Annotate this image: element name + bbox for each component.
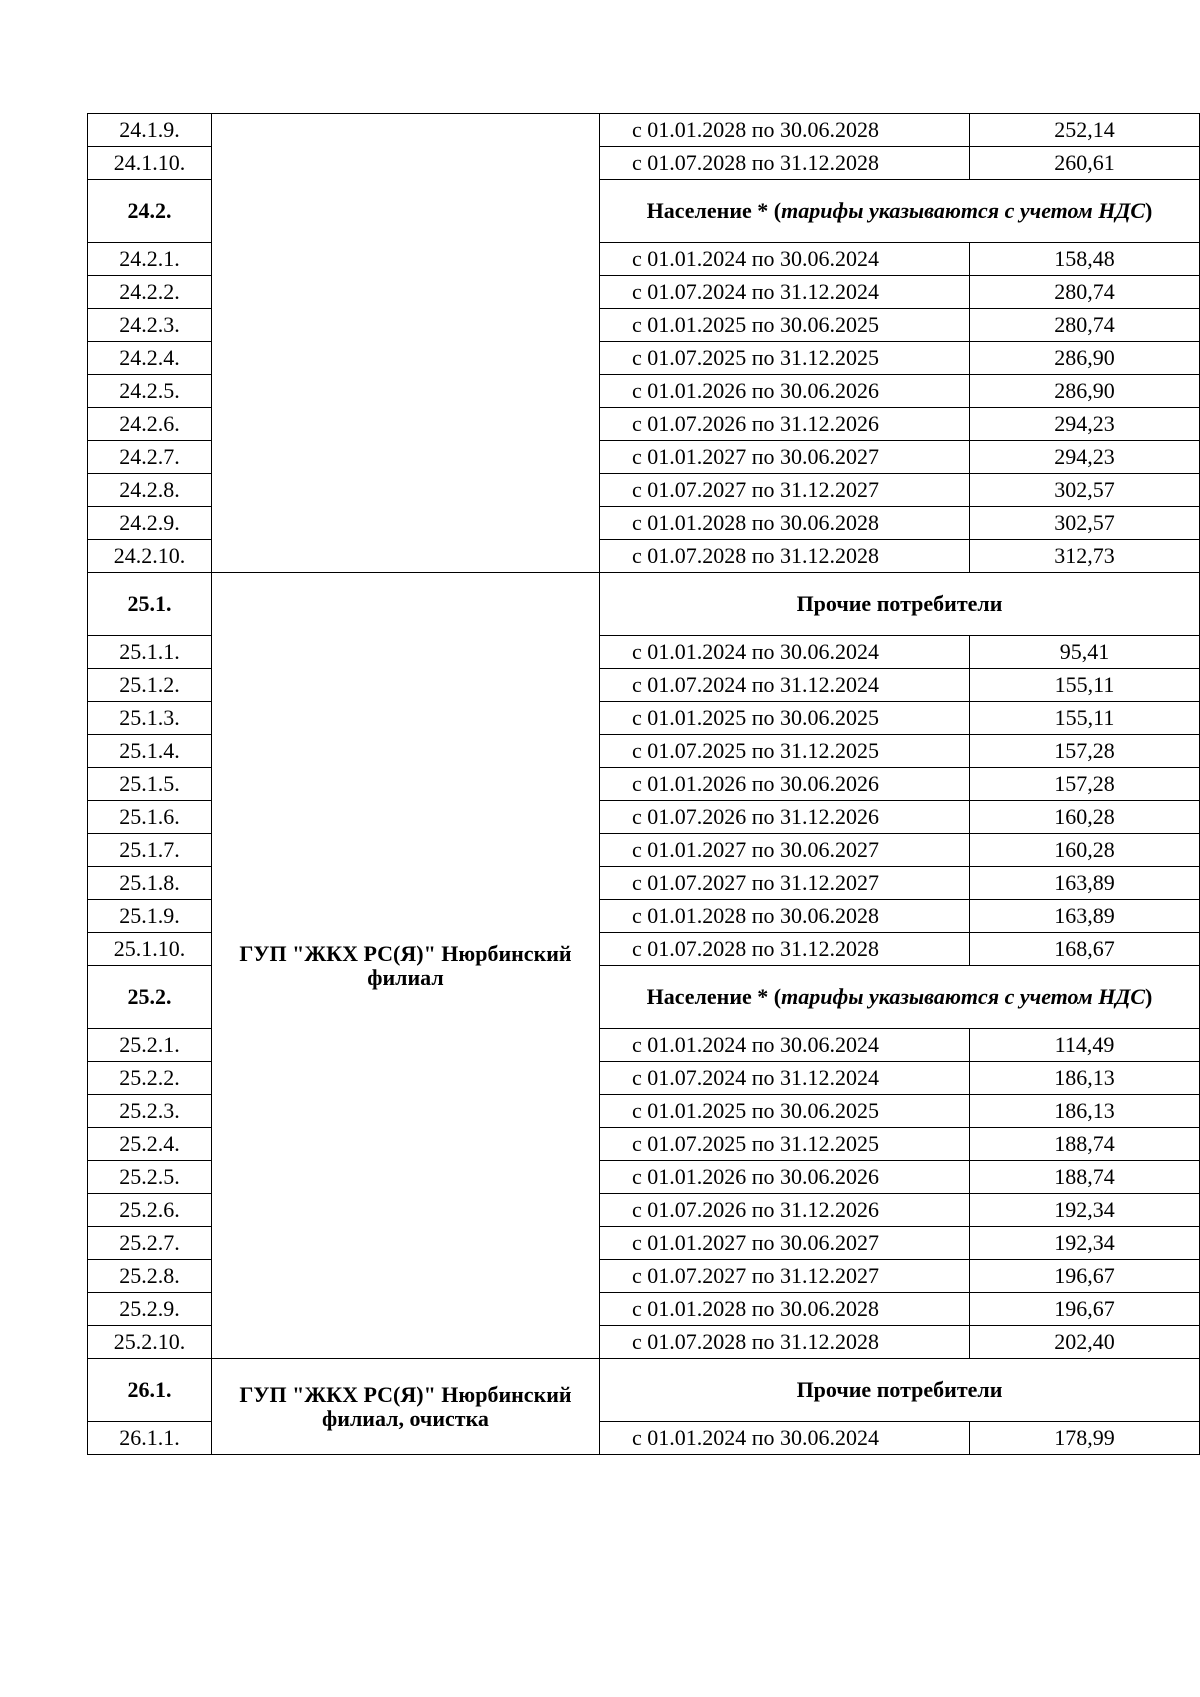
row-number: 25.2.8. xyxy=(88,1260,212,1293)
row-number: 24.2.2. xyxy=(88,276,212,309)
row-number: 25.2.9. xyxy=(88,1293,212,1326)
row-number: 24.2.5. xyxy=(88,375,212,408)
consumer-category-cell xyxy=(600,573,1200,636)
tariff-period: с 01.07.2024 по 31.12.2024 xyxy=(600,276,970,309)
tariff-period: с 01.07.2026 по 31.12.2026 xyxy=(600,801,970,834)
tariff-period: с 01.07.2025 по 31.12.2025 xyxy=(600,735,970,768)
row-number: 25.1.6. xyxy=(88,801,212,834)
row-number: 24.2.3. xyxy=(88,309,212,342)
row-number: 25.1.1. xyxy=(88,636,212,669)
tariff-period: с 01.01.2024 по 30.06.2024 xyxy=(600,636,970,669)
category-label: Прочие потребители xyxy=(796,591,1003,616)
category-note-italic: тарифы указываются с учетом НДС xyxy=(781,984,1146,1009)
row-number: 24.1.10. xyxy=(88,147,212,180)
tariff-value: 192,34 xyxy=(970,1194,1200,1227)
row-number: 24.2.6. xyxy=(88,408,212,441)
tariff-value: 196,67 xyxy=(970,1293,1200,1326)
tariff-period: с 01.01.2027 по 30.06.2027 xyxy=(600,834,970,867)
tariff-value: 163,89 xyxy=(970,867,1200,900)
row-number: 26.1.1. xyxy=(88,1422,212,1455)
table-section-header-row xyxy=(88,1359,1200,1422)
row-number: 25.1.5. xyxy=(88,768,212,801)
tariff-value: 178,99 xyxy=(970,1422,1200,1455)
tariff-value: 202,40 xyxy=(970,1326,1200,1359)
row-number: 25.2.3. xyxy=(88,1095,212,1128)
category-label: Население * ( xyxy=(646,198,782,223)
tariff-period: с 01.01.2024 по 30.06.2024 xyxy=(600,1422,970,1455)
row-number: 24.2.10. xyxy=(88,540,212,573)
tariff-period: с 01.01.2026 по 30.06.2026 xyxy=(600,1161,970,1194)
row-number: 24.1.9. xyxy=(88,114,212,147)
row-number: 25.2.5. xyxy=(88,1161,212,1194)
consumer-category-cell xyxy=(600,966,1200,1029)
row-number: 24.2.4. xyxy=(88,342,212,375)
row-number: 24.2.1. xyxy=(88,243,212,276)
tariff-period: с 01.07.2024 по 31.12.2024 xyxy=(600,1062,970,1095)
tariff-period: с 01.01.2027 по 30.06.2027 xyxy=(600,1227,970,1260)
tariff-period: с 01.01.2026 по 30.06.2026 xyxy=(600,375,970,408)
tariff-period: с 01.01.2028 по 30.06.2028 xyxy=(600,114,970,147)
tariff-value: 280,74 xyxy=(970,309,1200,342)
tariff-value: 163,89 xyxy=(970,900,1200,933)
tariff-value: 294,23 xyxy=(970,441,1200,474)
tariff-table-body xyxy=(88,114,1200,1455)
category-label: Население * ( xyxy=(646,984,782,1009)
row-number: 25.1.2. xyxy=(88,669,212,702)
category-note-close: ) xyxy=(1145,984,1153,1009)
consumer-category-cell xyxy=(600,1359,1200,1422)
category-note-close: ) xyxy=(1145,198,1153,223)
tariff-value: 302,57 xyxy=(970,474,1200,507)
tariff-period: с 01.07.2028 по 31.12.2028 xyxy=(600,1326,970,1359)
organization-name-cell xyxy=(212,114,600,573)
tariff-period: с 01.07.2027 по 31.12.2027 xyxy=(600,1260,970,1293)
tariff-value: 168,67 xyxy=(970,933,1200,966)
tariff-period: с 01.07.2026 по 31.12.2026 xyxy=(600,1194,970,1227)
section-number: 25.2. xyxy=(88,966,212,1029)
tariff-value: 196,67 xyxy=(970,1260,1200,1293)
section-number: 26.1. xyxy=(88,1359,212,1422)
tariff-value: 280,74 xyxy=(970,276,1200,309)
tariff-period: с 01.01.2025 по 30.06.2025 xyxy=(600,702,970,735)
row-number: 25.2.2. xyxy=(88,1062,212,1095)
tariff-period: с 01.01.2024 по 30.06.2024 xyxy=(600,1029,970,1062)
table-section-header-row xyxy=(88,573,1200,636)
section-number: 25.1. xyxy=(88,573,212,636)
row-number: 25.2.4. xyxy=(88,1128,212,1161)
row-number: 24.2.9. xyxy=(88,507,212,540)
tariff-period: с 01.01.2024 по 30.06.2024 xyxy=(600,243,970,276)
row-number: 25.1.3. xyxy=(88,702,212,735)
tariff-period: с 01.01.2026 по 30.06.2026 xyxy=(600,768,970,801)
section-number: 24.2. xyxy=(88,180,212,243)
tariff-period: с 01.01.2028 по 30.06.2028 xyxy=(600,900,970,933)
row-number: 25.1.4. xyxy=(88,735,212,768)
row-number: 25.2.10. xyxy=(88,1326,212,1359)
row-number: 25.2.7. xyxy=(88,1227,212,1260)
tariff-period: с 01.07.2028 по 31.12.2028 xyxy=(600,147,970,180)
tariff-value: 160,28 xyxy=(970,801,1200,834)
tariff-period: с 01.01.2028 по 30.06.2028 xyxy=(600,507,970,540)
tariff-period: с 01.07.2028 по 31.12.2028 xyxy=(600,540,970,573)
row-number: 25.2.6. xyxy=(88,1194,212,1227)
tariff-value: 294,23 xyxy=(970,408,1200,441)
row-number: 25.1.9. xyxy=(88,900,212,933)
tariff-value: 188,74 xyxy=(970,1128,1200,1161)
tariff-value: 186,13 xyxy=(970,1062,1200,1095)
tariff-value: 286,90 xyxy=(970,342,1200,375)
tariff-value: 286,90 xyxy=(970,375,1200,408)
table-row xyxy=(88,114,1200,147)
tariff-value: 302,57 xyxy=(970,507,1200,540)
tariff-value: 160,28 xyxy=(970,834,1200,867)
tariff-value: 312,73 xyxy=(970,540,1200,573)
tariff-period: с 01.07.2025 по 31.12.2025 xyxy=(600,342,970,375)
tariff-value: 95,41 xyxy=(970,636,1200,669)
tariff-value: 155,11 xyxy=(970,669,1200,702)
row-number: 24.2.7. xyxy=(88,441,212,474)
tariff-value: 155,11 xyxy=(970,702,1200,735)
row-number: 25.1.10. xyxy=(88,933,212,966)
row-number: 24.2.8. xyxy=(88,474,212,507)
category-note-italic: тарифы указываются с учетом НДС xyxy=(781,198,1146,223)
tariff-value: 252,14 xyxy=(970,114,1200,147)
tariff-period: с 01.01.2025 по 30.06.2025 xyxy=(600,1095,970,1128)
tariff-value: 186,13 xyxy=(970,1095,1200,1128)
tariff-value: 158,48 xyxy=(970,243,1200,276)
tariff-period: с 01.01.2025 по 30.06.2025 xyxy=(600,309,970,342)
tariff-value: 157,28 xyxy=(970,768,1200,801)
tariff-value: 192,34 xyxy=(970,1227,1200,1260)
tariff-period: с 01.07.2027 по 31.12.2027 xyxy=(600,867,970,900)
tariff-value: 114,49 xyxy=(970,1029,1200,1062)
consumer-category-cell xyxy=(600,180,1200,243)
tariff-value: 157,28 xyxy=(970,735,1200,768)
tariff-period: с 01.01.2027 по 30.06.2027 xyxy=(600,441,970,474)
tariff-value: 188,74 xyxy=(970,1161,1200,1194)
tariff-period: с 01.07.2025 по 31.12.2025 xyxy=(600,1128,970,1161)
tariff-period: с 01.07.2024 по 31.12.2024 xyxy=(600,669,970,702)
row-number: 25.1.8. xyxy=(88,867,212,900)
tariff-period: с 01.07.2028 по 31.12.2028 xyxy=(600,933,970,966)
tariff-period: с 01.01.2028 по 30.06.2028 xyxy=(600,1293,970,1326)
tariff-table xyxy=(87,113,1200,1455)
tariff-value: 260,61 xyxy=(970,147,1200,180)
tariff-period: с 01.07.2026 по 31.12.2026 xyxy=(600,408,970,441)
row-number: 25.2.1. xyxy=(88,1029,212,1062)
tariff-period: с 01.07.2027 по 31.12.2027 xyxy=(600,474,970,507)
organization-name-cell: ГУП "ЖКХ РС(Я)" Нюрбинский филиал, очистка xyxy=(212,1359,600,1455)
category-label: Прочие потребители xyxy=(796,1377,1003,1402)
row-number: 25.1.7. xyxy=(88,834,212,867)
organization-name-cell: ГУП "ЖКХ РС(Я)" Нюрбинский филиал xyxy=(212,573,600,1359)
